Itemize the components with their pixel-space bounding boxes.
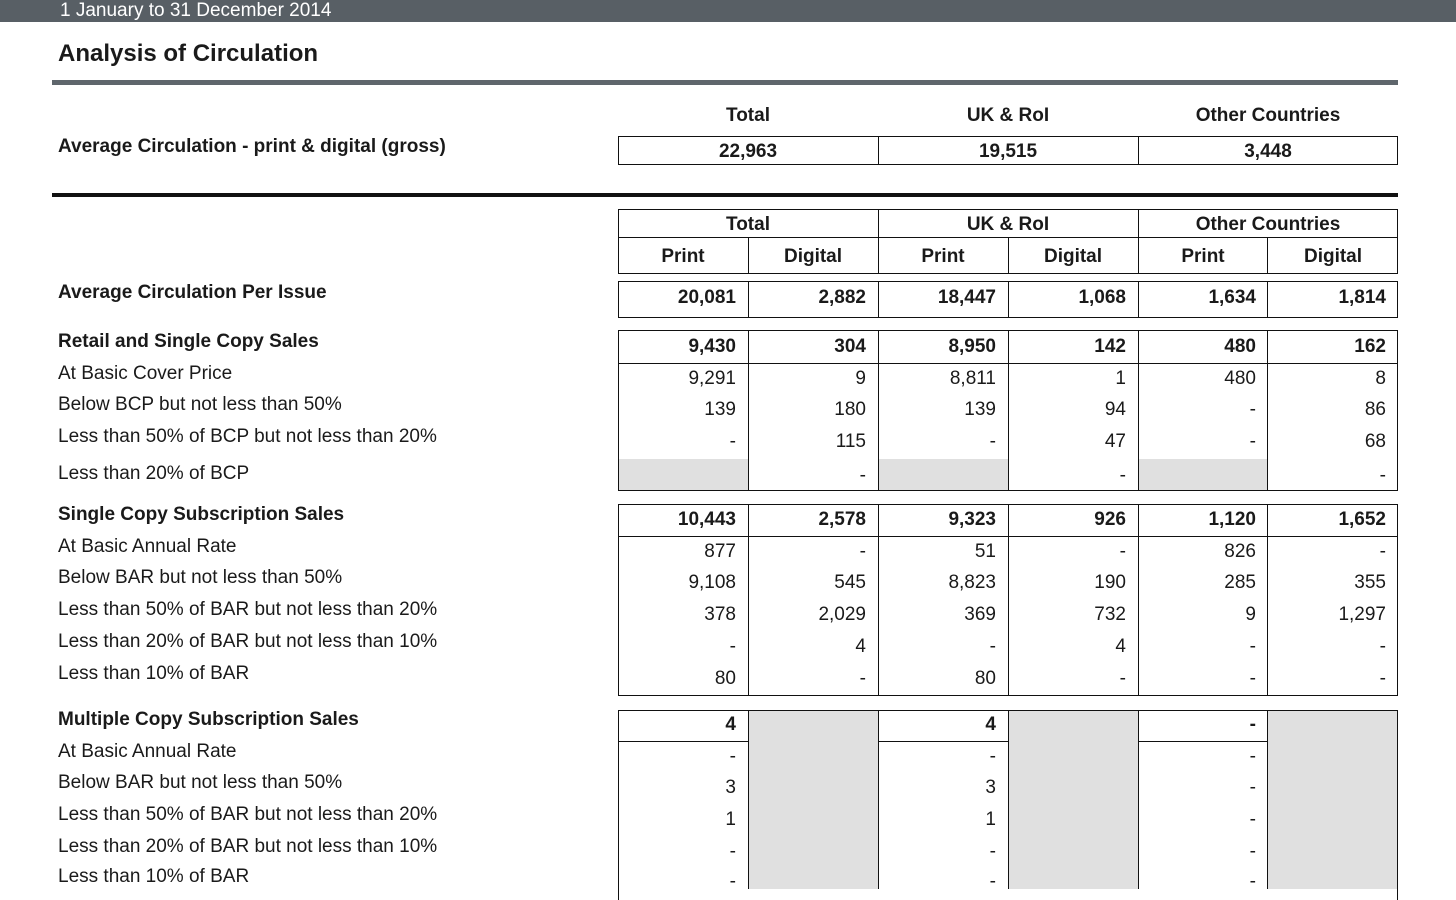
- row-value: -: [989, 431, 996, 452]
- avg-value: 20,081: [677, 287, 736, 308]
- row-value: 94: [1104, 399, 1126, 420]
- row-value: -: [1119, 668, 1126, 689]
- row-label: Less than 20% of BAR but not less than 10%: [58, 836, 438, 857]
- row-value: 2,029: [818, 604, 866, 625]
- row-value: -: [1249, 668, 1256, 689]
- row-value: 9: [855, 368, 866, 389]
- row-value: -: [1249, 746, 1256, 767]
- row-value: -: [1379, 636, 1386, 657]
- row-label: Less than 10% of BAR: [58, 866, 250, 887]
- period-text: 1 January to 31 December 2014: [60, 0, 332, 21]
- row-label: At Basic Annual Rate: [58, 536, 237, 557]
- row-label: Less than 50% of BAR but not less than 20%: [58, 599, 438, 620]
- row-value: 4: [1115, 636, 1126, 657]
- single-sub-label: Single Copy Subscription Sales: [58, 504, 345, 525]
- subcol-digital: Digital: [1303, 246, 1363, 267]
- row-value: 1: [985, 809, 996, 830]
- row-value: 139: [704, 399, 736, 420]
- row-value: 9,291: [688, 368, 736, 389]
- row-value: 1: [1115, 368, 1126, 389]
- row-value: [878, 460, 1008, 491]
- multi-sub-total: [748, 709, 878, 740]
- row-value: 86: [1364, 399, 1386, 420]
- multi-sub-total: -: [1249, 714, 1256, 735]
- row-value: -: [1249, 871, 1256, 889]
- gross-col-total: Total: [726, 105, 770, 126]
- row-label: Less than 20% of BAR but not less than 10%: [58, 631, 438, 652]
- retail-total: 8,950: [948, 336, 996, 357]
- row-value: -: [859, 668, 866, 689]
- row-value: 180: [834, 399, 866, 420]
- row-value: -: [729, 746, 736, 767]
- row-value: 190: [1094, 572, 1126, 593]
- subcol-digital: Digital: [1043, 246, 1103, 267]
- avg-value: 1,634: [1208, 287, 1256, 308]
- row-value: 8,823: [948, 572, 996, 593]
- section-divider: [52, 193, 1398, 197]
- row-value: 1: [725, 809, 736, 830]
- multi-sub-total: 4: [725, 714, 736, 735]
- subcol-print: Print: [661, 246, 705, 267]
- gross-value-uk: 19,515: [978, 141, 1038, 162]
- row-value: 378: [704, 604, 736, 625]
- row-label: Less than 50% of BCP but not less than 20%: [58, 426, 437, 447]
- row-value: -: [1119, 465, 1126, 486]
- row-value: -: [1379, 465, 1386, 486]
- page-title: Analysis of Circulation: [58, 40, 319, 67]
- row-value: -: [729, 636, 736, 657]
- avg-value: 1,814: [1338, 287, 1386, 308]
- single-sub-total: 10,443: [677, 509, 736, 530]
- subcol-print: Print: [921, 246, 965, 267]
- row-value: -: [1379, 668, 1386, 689]
- group-total: Total: [726, 214, 770, 235]
- row-value: 3: [985, 777, 996, 798]
- row-value: -: [1249, 841, 1256, 862]
- row-value: -: [729, 431, 736, 452]
- row-value: -: [1249, 636, 1256, 657]
- single-sub-total: 2,578: [818, 509, 866, 530]
- row-value: -: [1249, 431, 1256, 452]
- row-value: 545: [834, 572, 866, 593]
- row-value: -: [1249, 809, 1256, 830]
- avg-value: 18,447: [937, 287, 996, 308]
- single-sub-total: 1,652: [1338, 509, 1386, 530]
- row-value: 1,297: [1338, 604, 1386, 625]
- row-label: Less than 20% of BCP: [58, 463, 250, 484]
- row-value: 3: [725, 777, 736, 798]
- single-sub-total: 926: [1094, 509, 1126, 530]
- subcol-digital: Digital: [783, 246, 843, 267]
- single-sub-total: 9,323: [948, 509, 996, 530]
- row-value: 480: [1224, 368, 1256, 389]
- subcol-print: Print: [1181, 246, 1225, 267]
- row-value: [618, 460, 748, 491]
- row-value: 9,108: [688, 572, 736, 593]
- group-other: Other Countries: [1195, 214, 1341, 235]
- row-value: 68: [1364, 431, 1386, 452]
- row-value: -: [729, 841, 736, 862]
- row-value: -: [859, 541, 866, 562]
- avg-value: 2,882: [818, 287, 866, 308]
- row-value: -: [1249, 777, 1256, 798]
- avg-per-issue-label: Average Circulation Per Issue: [58, 282, 327, 303]
- row-value: 51: [974, 541, 996, 562]
- retail-total: 162: [1354, 336, 1386, 357]
- row-value: -: [1379, 541, 1386, 562]
- row-value: 8: [1375, 368, 1386, 389]
- row-value: -: [859, 465, 866, 486]
- row-value: 47: [1104, 431, 1126, 452]
- group-uk: UK & RoI: [966, 214, 1050, 235]
- row-value: 732: [1094, 604, 1126, 625]
- row-value: 8,811: [949, 368, 996, 389]
- row-value: 4: [855, 636, 866, 657]
- row-value: -: [989, 636, 996, 657]
- row-value: -: [729, 871, 736, 889]
- gross-label: Average Circulation - print & digital (gross): [58, 136, 446, 157]
- multi-sub-total: [1268, 709, 1398, 740]
- row-value: 9: [1245, 604, 1256, 625]
- retail-total: 304: [834, 336, 866, 357]
- row-label: Below BAR but not less than 50%: [58, 567, 343, 588]
- row-value: 877: [704, 541, 736, 562]
- retail-total: 142: [1094, 336, 1126, 357]
- gross-value-total: 22,963: [718, 141, 778, 162]
- multi-sub-total: 4: [985, 714, 996, 735]
- row-label: Below BCP but not less than 50%: [58, 394, 342, 415]
- avg-value: 1,068: [1078, 287, 1126, 308]
- row-value: 369: [964, 604, 996, 625]
- gross-col-other: Other Countries: [1195, 105, 1341, 126]
- title-divider: [52, 80, 1398, 85]
- row-value: 355: [1354, 572, 1386, 593]
- row-value: [1138, 460, 1268, 491]
- retail-total: 480: [1224, 336, 1256, 357]
- row-value: 80: [974, 668, 996, 689]
- single-sub-total: 1,120: [1208, 509, 1256, 530]
- multi-sub-total: [1008, 709, 1138, 740]
- period-bar: [0, 0, 1456, 22]
- retail-label: Retail and Single Copy Sales: [58, 331, 319, 352]
- row-value: -: [989, 871, 996, 889]
- row-label: Below BAR but not less than 50%: [58, 772, 343, 793]
- row-value: 115: [835, 431, 866, 452]
- row-value: -: [1119, 541, 1126, 562]
- multi-sub-label: Multiple Copy Subscription Sales: [58, 709, 359, 730]
- row-value: -: [1249, 399, 1256, 420]
- gross-col-uk: UK & RoI: [966, 105, 1050, 126]
- row-value: -: [989, 746, 996, 767]
- row-value: 826: [1224, 541, 1256, 562]
- row-value: 285: [1224, 572, 1256, 593]
- gross-value-other: 3,448: [1244, 141, 1292, 162]
- row-label: At Basic Annual Rate: [58, 741, 237, 762]
- retail-total: 9,430: [688, 336, 736, 357]
- row-value: -: [989, 841, 996, 862]
- row-label: Less than 50% of BAR but not less than 20%: [58, 804, 438, 825]
- row-value: 80: [714, 668, 736, 689]
- row-label: At Basic Cover Price: [58, 363, 233, 384]
- row-label: Less than 10% of BAR: [58, 663, 250, 684]
- row-value: 139: [964, 399, 996, 420]
